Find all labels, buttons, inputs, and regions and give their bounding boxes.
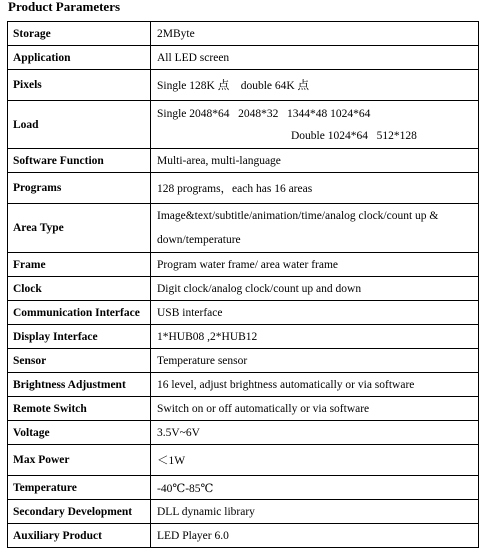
- page-title: Product Parameters: [8, 0, 121, 14]
- param-value: Image&text/subtitle/animation/time/analog clock/count up & down/temperature: [151, 204, 479, 253]
- table-row: [8, 445, 479, 476]
- param-label: Secondary Development: [8, 500, 151, 524]
- param-label: Max Power: [8, 445, 151, 476]
- param-label: Remote Switch: [8, 397, 151, 421]
- table-row: [8, 101, 479, 149]
- table-row: [8, 46, 479, 70]
- param-value: 128 programs，each has 16 areas: [151, 173, 479, 204]
- load-line-1: Single 2048*64 2048*32 1344*48 1024*64: [157, 107, 371, 120]
- table-row: [8, 476, 479, 500]
- param-label: Sensor: [8, 349, 151, 373]
- param-label: Temperature: [8, 476, 151, 500]
- table-row: [8, 253, 479, 277]
- param-value: ＜1W: [151, 445, 479, 476]
- load-line-2: Double 1024*64 512*128: [291, 129, 417, 142]
- table-row: [8, 70, 479, 101]
- table-row: [8, 397, 479, 421]
- param-label: Communication Interface: [8, 301, 151, 325]
- table-row: [8, 22, 479, 46]
- param-label: Display Interface: [8, 325, 151, 349]
- param-value: Switch on or off automatically or via software: [151, 397, 479, 421]
- param-label: Frame: [8, 253, 151, 277]
- param-label: Auxiliary Product: [8, 524, 151, 548]
- param-label: Pixels: [8, 70, 151, 101]
- table-row: [8, 500, 479, 524]
- param-label: Programs: [8, 173, 151, 204]
- param-label: Software Function: [8, 149, 151, 173]
- table-row: [8, 325, 479, 349]
- param-value: [151, 101, 479, 149]
- table-row: [8, 301, 479, 325]
- param-value: Multi-area, multi-language: [151, 149, 479, 173]
- param-value: DLL dynamic library: [151, 500, 479, 524]
- table-row: [8, 173, 479, 204]
- table-row: [8, 524, 479, 548]
- param-label: Brightness Adjustment: [8, 373, 151, 397]
- table-row: [8, 349, 479, 373]
- param-value: 16 level, adjust brightness automatically or via software: [151, 373, 479, 397]
- param-value: 3.5V~6V: [151, 421, 479, 445]
- param-value: LED Player 6.0: [151, 524, 479, 548]
- param-label: Area Type: [8, 204, 151, 253]
- param-label: Load: [8, 101, 151, 149]
- table-row: [8, 421, 479, 445]
- param-label: Storage: [8, 22, 151, 46]
- product-parameters-table: [7, 21, 479, 548]
- param-value: USB interface: [151, 301, 479, 325]
- param-value: 1*HUB08 ,2*HUB12: [151, 325, 479, 349]
- param-value: Single 128K 点 double 64K 点: [151, 70, 479, 101]
- param-value: Digit clock/analog clock/count up and down: [151, 277, 479, 301]
- table-row: [8, 204, 479, 253]
- table-row: [8, 149, 479, 173]
- param-label: Application: [8, 46, 151, 70]
- param-value: Temperature sensor: [151, 349, 479, 373]
- param-value: All LED screen: [151, 46, 479, 70]
- param-value: -40℃-85℃: [151, 476, 479, 500]
- table-row: [8, 277, 479, 301]
- table-row: [8, 373, 479, 397]
- param-value: Program water frame/ area water frame: [151, 253, 479, 277]
- param-label: Voltage: [8, 421, 151, 445]
- param-value: 2MByte: [151, 22, 479, 46]
- param-label: Clock: [8, 277, 151, 301]
